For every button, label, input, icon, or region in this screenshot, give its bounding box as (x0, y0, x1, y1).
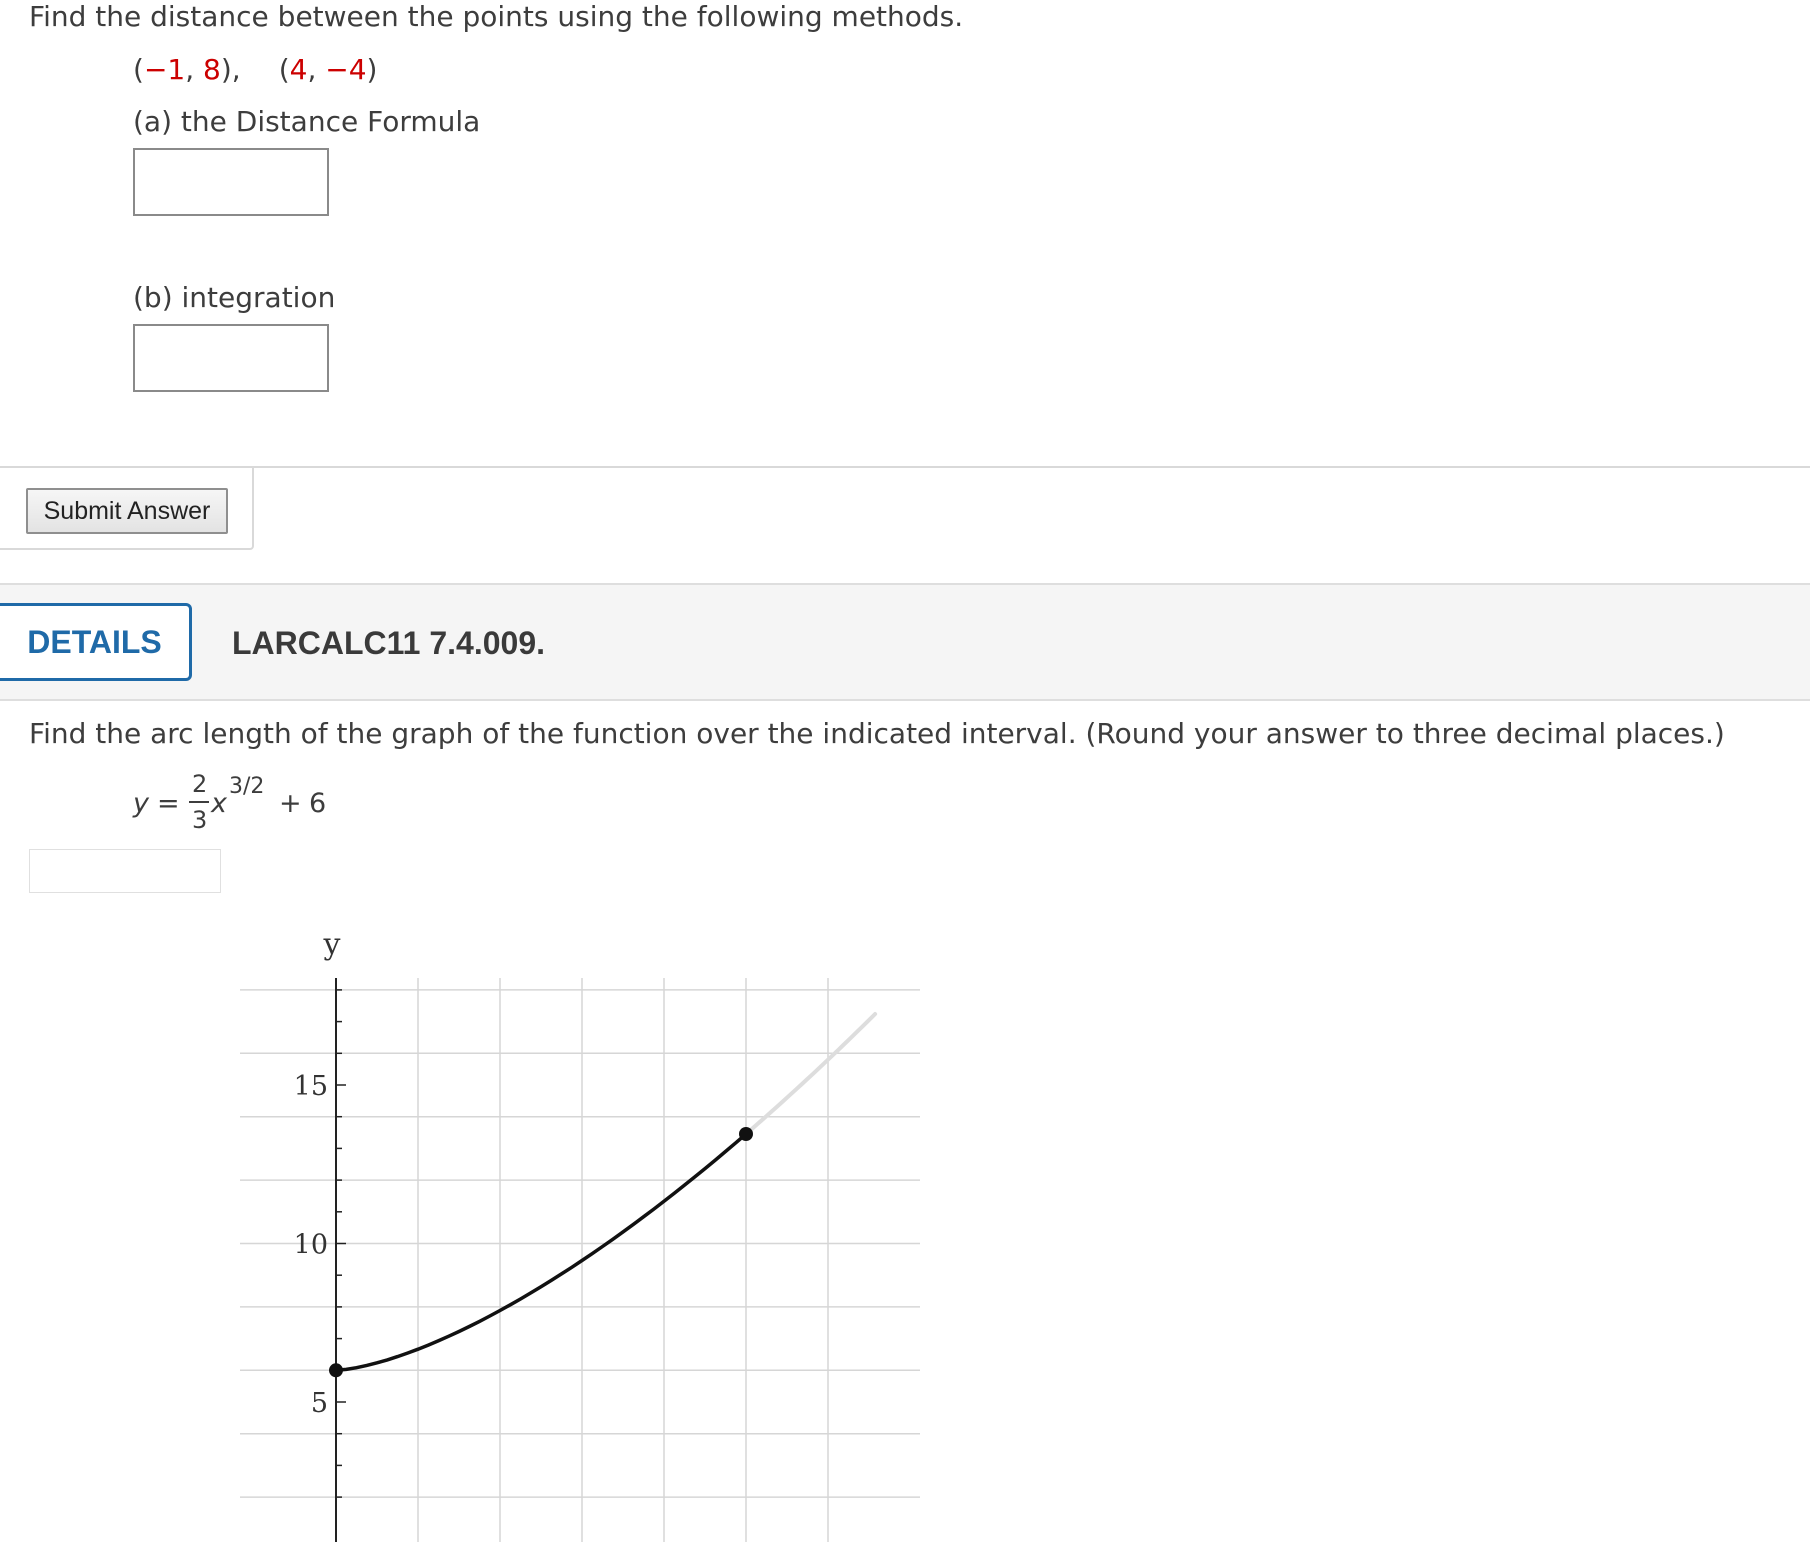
eq-frac-bar (189, 801, 209, 803)
y-tick-label-10: 10 (293, 1229, 328, 1261)
point1: (−1, 8), (133, 53, 241, 86)
point2-x: 4 (289, 53, 308, 86)
eq-variable: x (211, 788, 227, 819)
details-button[interactable]: DETAILS (0, 603, 192, 681)
curves (329, 1014, 875, 1377)
eq-frac-numerator: 2 (192, 770, 208, 798)
part-b-label: (b) integration (133, 281, 336, 314)
part-a-label: (a) the Distance Formula (133, 105, 481, 138)
eq-constant: 6 (309, 788, 327, 819)
y-axis (336, 978, 346, 1542)
eq-plus: + (279, 788, 302, 819)
y-tick-label-5: 5 (310, 1388, 328, 1419)
function-graph (0, 900, 940, 1542)
point1-x: −1 (143, 53, 186, 86)
point2: (4, −4) (278, 53, 378, 86)
point2-y: −4 (325, 53, 367, 86)
curve-highlighted (336, 1134, 746, 1370)
part-a-answer-input[interactable] (133, 148, 329, 216)
divider (254, 466, 1810, 468)
part-b-answer-input[interactable] (133, 324, 329, 392)
tick-labels (294, 927, 341, 1419)
eq-exponent: 3/2 (229, 774, 265, 799)
question-id: LARCALC11 7.4.009. (232, 625, 546, 661)
points-line (133, 53, 378, 86)
y-axis-label: y (323, 927, 341, 962)
function-equation (133, 770, 353, 836)
problem2-prompt: Find the arc length of the graph of the function over the indicated interval. (Round your answer to three decimal places.) (29, 717, 1725, 750)
point1-y: 8 (203, 53, 221, 86)
problem1-prompt: Find the distance between the points using the following methods. (29, 0, 964, 33)
eq-equals: = (157, 788, 180, 819)
endpoint-1 (329, 1363, 343, 1377)
arc-length-answer-input[interactable] (29, 849, 221, 893)
submit-answer-button[interactable]: Submit Answer (26, 488, 228, 534)
eq-lhs: y (133, 788, 149, 819)
y-tick-label-15: 15 (293, 1071, 328, 1102)
eq-frac-denominator: 3 (192, 806, 208, 834)
endpoint-2 (739, 1127, 753, 1141)
